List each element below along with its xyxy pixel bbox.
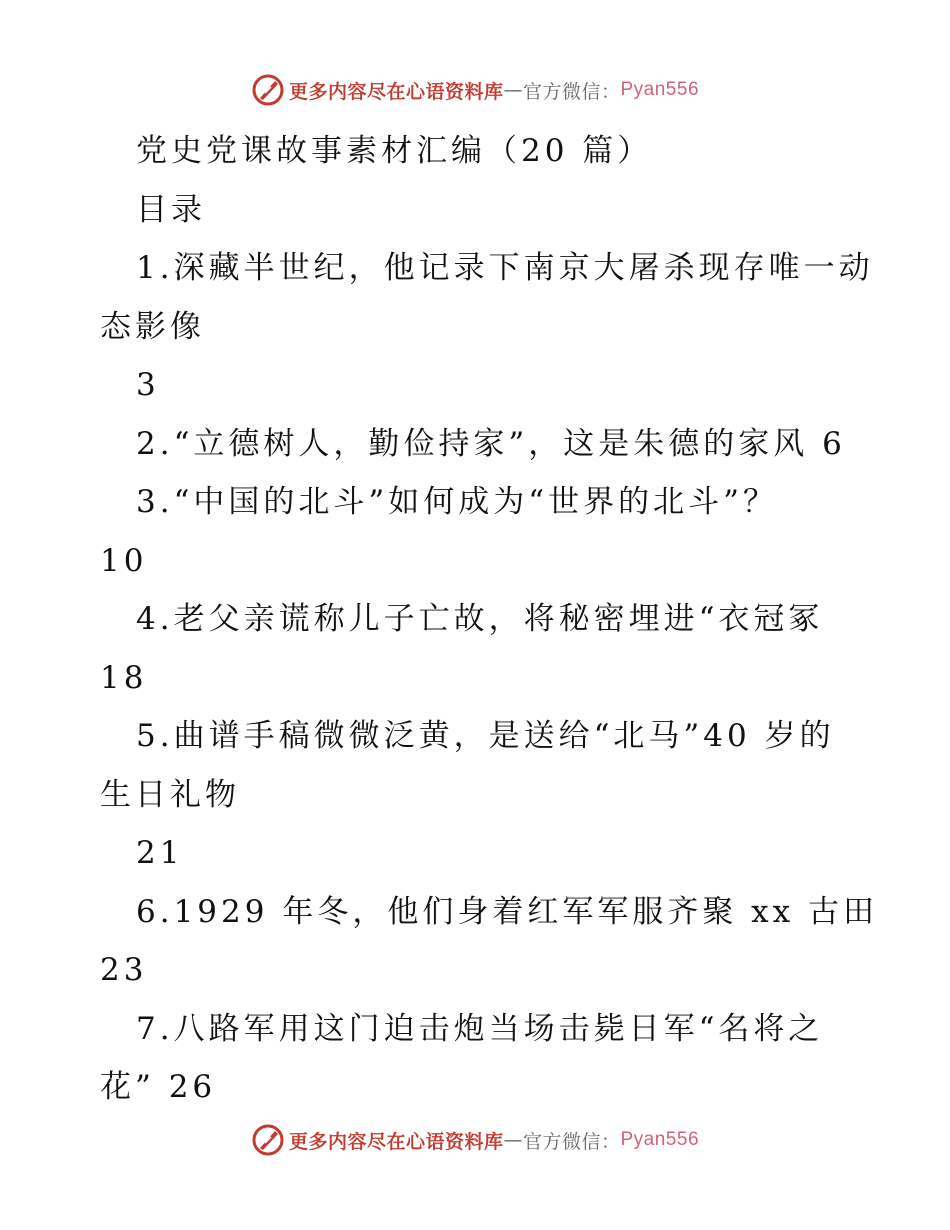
toc-page-number: 23 <box>100 952 148 988</box>
toc-line: 花” 26 <box>100 1069 217 1105</box>
banner-dash: — <box>503 79 523 101</box>
quill-pen-icon <box>251 1123 285 1157</box>
toc-page-number: 3 <box>136 367 160 403</box>
toc-line: 5.曲谱手稿微微泛黄，是送给“北马”40 岁的 <box>136 718 835 754</box>
document-body <box>100 122 878 1117</box>
banner-wechat-id: Pyan556 <box>620 79 700 100</box>
document-title: 党史党课故事素材汇编（20 篇） <box>136 133 653 169</box>
banner-dash: — <box>503 1129 523 1151</box>
toc-line: 6.1929 年冬，他们身着红军军服齐聚 xx 古田 <box>136 893 878 930</box>
banner-wechat-id: Pyan556 <box>620 1129 700 1150</box>
toc-line: 3.“中国的北斗”如何成为“世界的北斗”？ <box>136 484 778 520</box>
toc-line: 7.八路军用这门迫击炮当场击毙日军“名将之 <box>136 1010 824 1047</box>
footer-watermark-banner <box>0 1120 950 1160</box>
toc-line: 生日礼物 <box>100 776 240 813</box>
quill-pen-icon <box>251 73 285 107</box>
toc-page-number: 18 <box>100 659 148 696</box>
banner-main-text: 更多内容尽在心语资料库 <box>288 1130 504 1153</box>
banner-wechat-label: 官方微信： <box>522 80 621 103</box>
toc-line: 1.深藏半世纪，他记录下南京大屠杀现存唯一动 <box>136 250 874 286</box>
toc-page-number: 21 <box>136 835 184 871</box>
toc-line: 2.“立德树人，勤俭持家”，这是朱德的家风 6 <box>136 425 846 462</box>
header-watermark-banner <box>0 70 950 110</box>
toc-line: 态影像 <box>100 308 205 345</box>
toc-line: 4.老父亲谎称儿子亡故，将秘密埋进“衣冠冢 <box>136 601 824 637</box>
banner-main-text: 更多内容尽在心语资料库 <box>288 80 504 103</box>
toc-page-number: 10 <box>100 542 148 579</box>
toc-heading: 目录 <box>136 191 206 228</box>
banner-wechat-label: 官方微信： <box>522 1130 621 1153</box>
